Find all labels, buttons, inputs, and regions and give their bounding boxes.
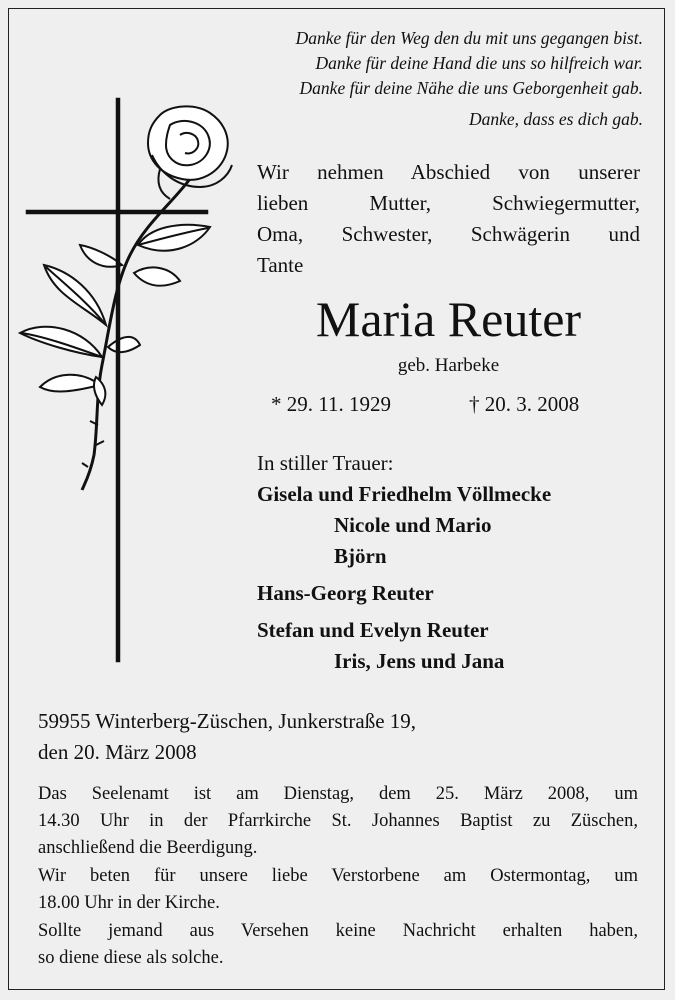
- cross-and-rose-icon: [10, 95, 240, 675]
- intro-line: Tante: [257, 253, 304, 277]
- poem-line: Danke, dass es dich gab.: [468, 109, 643, 129]
- note-line: so diene diese als solche.: [38, 948, 224, 968]
- intro-text: [257, 157, 640, 281]
- mourner: Hans-Georg Reuter: [257, 581, 434, 605]
- deceased-name: Maria Reuter: [315, 291, 582, 347]
- poem-line: Danke für deine Nähe die uns Geborgenheit gab.: [299, 78, 643, 98]
- death-date: † 20. 3. 2008: [469, 392, 580, 416]
- mourner: Nicole und Mario: [334, 513, 492, 537]
- mourner: Iris, Jens und Jana: [334, 649, 505, 673]
- address-line: 59955 Winterberg-Züschen, Junkerstraße 19,: [38, 709, 417, 733]
- address-block: [38, 706, 638, 768]
- mourner: Gisela und Friedhelm Völlmecke: [257, 482, 552, 506]
- service-notes: [38, 781, 638, 973]
- note-paragraph: [38, 781, 638, 862]
- note-paragraph: [38, 918, 638, 972]
- note-line: Das Seelenamt ist am Dienstag, dem 25. März 2008, um: [38, 784, 638, 804]
- note-line: 18.00 Uhr in der Kirche.: [38, 893, 220, 913]
- intro-line: Oma, Schwester, Schwägerin und: [257, 222, 640, 246]
- mourner: Stefan und Evelyn Reuter: [257, 618, 489, 642]
- date-line: den 20. März 2008: [38, 740, 197, 764]
- intro-line: lieben Mutter, Schwiegermutter,: [257, 191, 640, 215]
- note-paragraph: [38, 863, 638, 917]
- mourner: Björn: [334, 544, 387, 568]
- mourners-list: [257, 448, 657, 677]
- birth-name: geb. Harbeke: [397, 355, 500, 376]
- mourning-label: In stiller Trauer:: [257, 451, 394, 475]
- note-line: anschließend die Beerdigung.: [38, 838, 258, 858]
- poem-line: Danke für den Weg den du mit uns gegangen bist.: [295, 28, 643, 48]
- intro-line: Wir nehmen Abschied von unserer: [257, 160, 640, 184]
- note-line: Wir beten für unsere liebe Verstorbene am Ostermontag, um: [38, 866, 638, 886]
- note-line: Sollte jemand aus Versehen keine Nachricht erhalten haben,: [38, 921, 638, 941]
- note-line: 14.30 Uhr in der Pfarrkirche St. Johannes Baptist zu Züschen,: [38, 811, 638, 831]
- poem-line: Danke für deine Hand die uns so hilfreich war.: [315, 53, 643, 73]
- birth-date: * 29. 11. 1929: [271, 392, 391, 416]
